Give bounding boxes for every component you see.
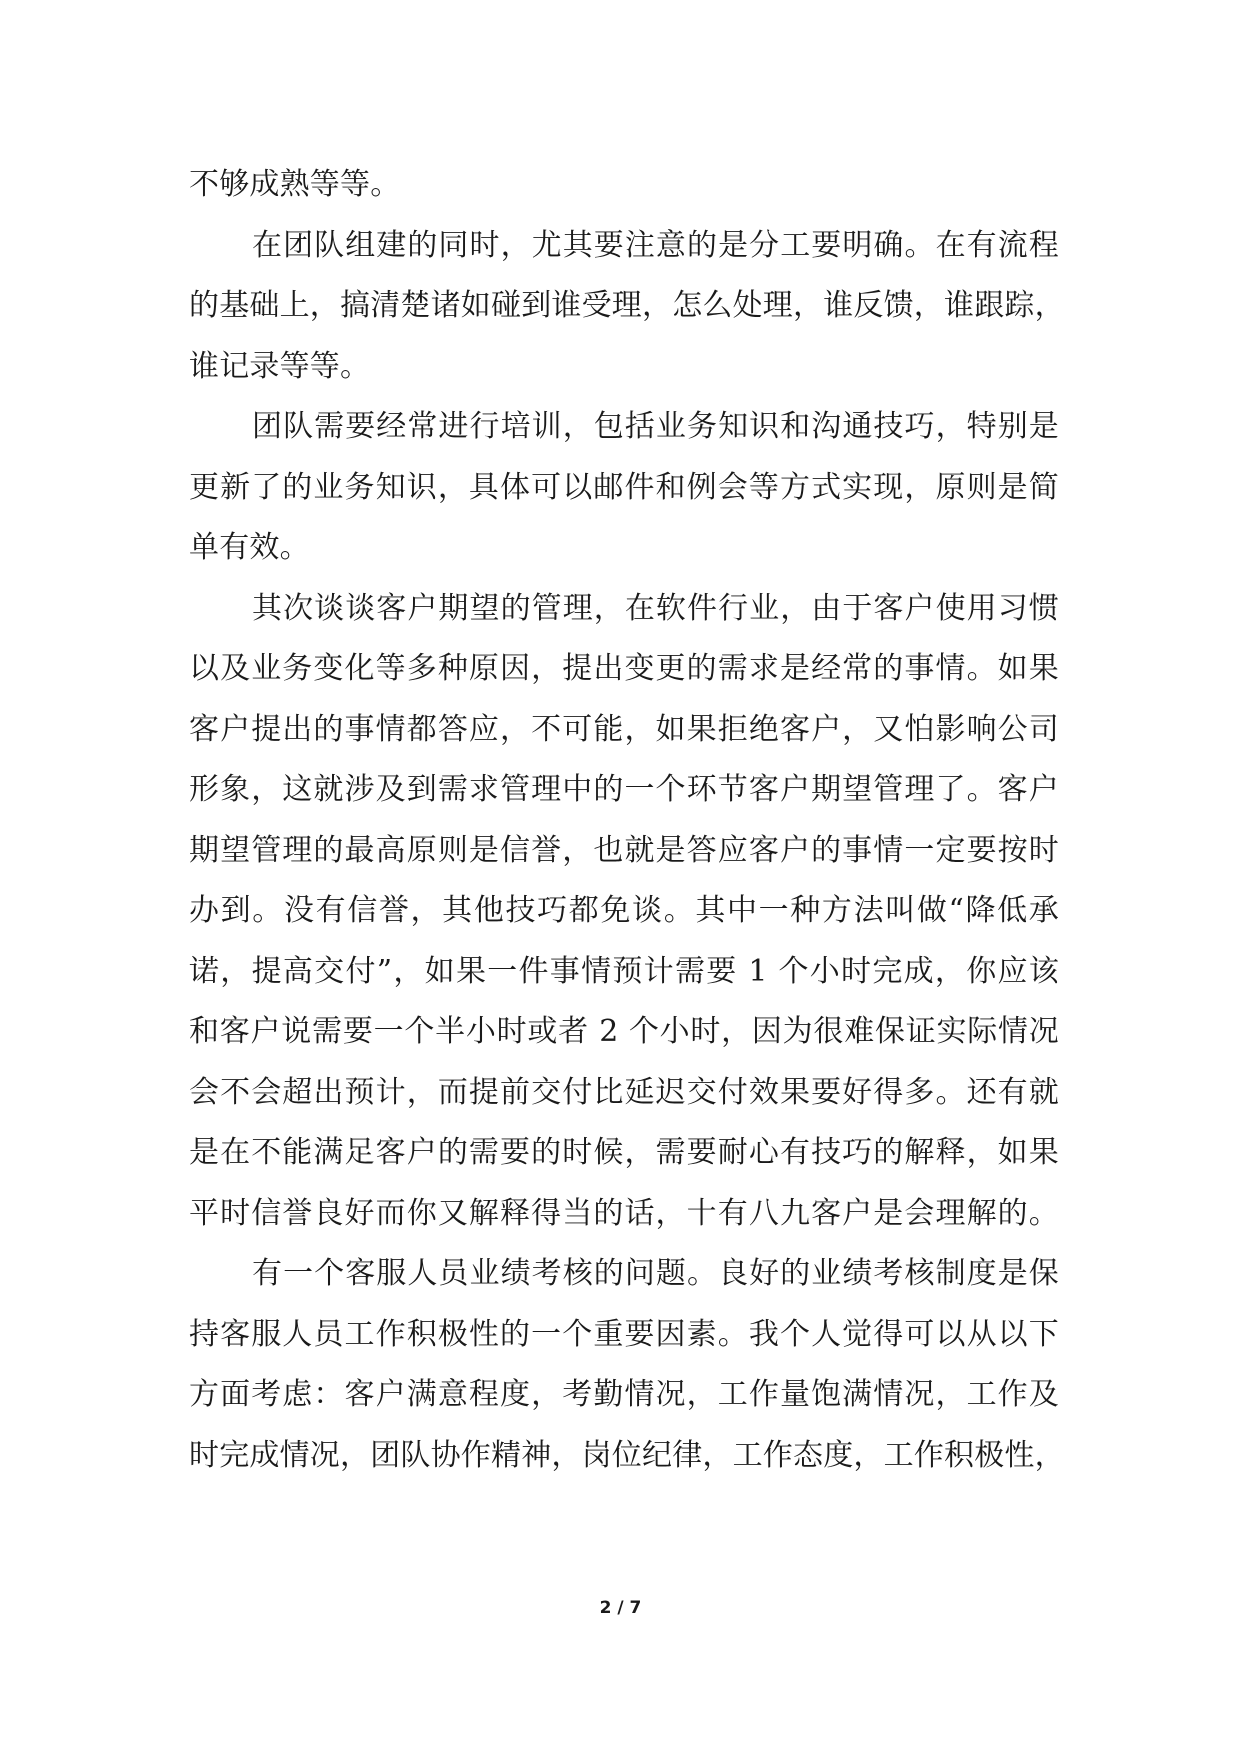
text-line: 办到。没有信誉，其他技巧都免谈。其中一种方法叫做“降低承 — [189, 893, 1059, 928]
text-line: 时完成情况，团队协作精神，岗位纪律，工作态度，工作积极性， — [189, 1437, 1065, 1473]
text-line: 会不会超出预计，而提前交付比延迟交付效果要好得多。还有就 — [189, 1074, 1059, 1110]
text-line: 形象，这就涉及到需求管理中的一个环节客户期望管理了。客户 — [189, 772, 1059, 807]
text-line: 其次谈谈客户期望的管理，在软件行业，由于客户使用习惯 — [252, 590, 1059, 626]
text-line: 在团队组建的同时，尤其要注意的是分工要明确。在有流程 — [252, 227, 1059, 263]
text-line: 团队需要经常进行培训，包括业务知识和沟通技巧，特别是 — [252, 409, 1059, 444]
text-line: 单有效。 — [189, 530, 310, 565]
text-line: 持客服人员工作积极性的一个重要因素。我个人觉得可以从以下 — [189, 1316, 1059, 1352]
text-line: 客户提出的事情都答应，不可能，如果拒绝客户，又怕影响公司 — [189, 711, 1059, 747]
text-line: 不够成熟等等。 — [189, 167, 401, 202]
text-line: 谁记录等等。 — [189, 348, 371, 384]
text-line: 以及业务变化等多种原因，提出变更的需求是经常的事情。如果 — [189, 651, 1059, 686]
text-line: 和客户说需要一个半小时或者 2 个小时，因为很难保证实际情况 — [189, 1014, 1059, 1049]
text-line: 更新了的业务知识，具体可以邮件和例会等方式实现，原则是简 — [189, 469, 1059, 505]
text-line: 期望管理的最高原则是信誉，也就是答应客户的事情一定要按时 — [189, 832, 1059, 868]
text-line: 诺，提高交付”，如果一件事情预计需要 1 个小时完成，你应该 — [189, 953, 1059, 989]
text-line: 方面考虑：客户满意程度，考勤情况，工作量饱满情况，工作及 — [189, 1377, 1059, 1412]
body-text — [189, 155, 1065, 1486]
text-line: 有一个客服人员业绩考核的问题。良好的业绩考核制度是保 — [252, 1256, 1059, 1291]
text-line: 的基础上，搞清楚诸如碰到谁受理，怎么处理，谁反馈，谁跟踪， — [189, 288, 1065, 323]
page-number: 2 / 7 — [599, 1598, 642, 1618]
text-line: 平时信誉良好而你又解释得当的话，十有八九客户是会理解的。 — [189, 1195, 1059, 1231]
text-line: 是在不能满足客户的需要的时候，需要耐心有技巧的解释，如果 — [189, 1135, 1059, 1170]
